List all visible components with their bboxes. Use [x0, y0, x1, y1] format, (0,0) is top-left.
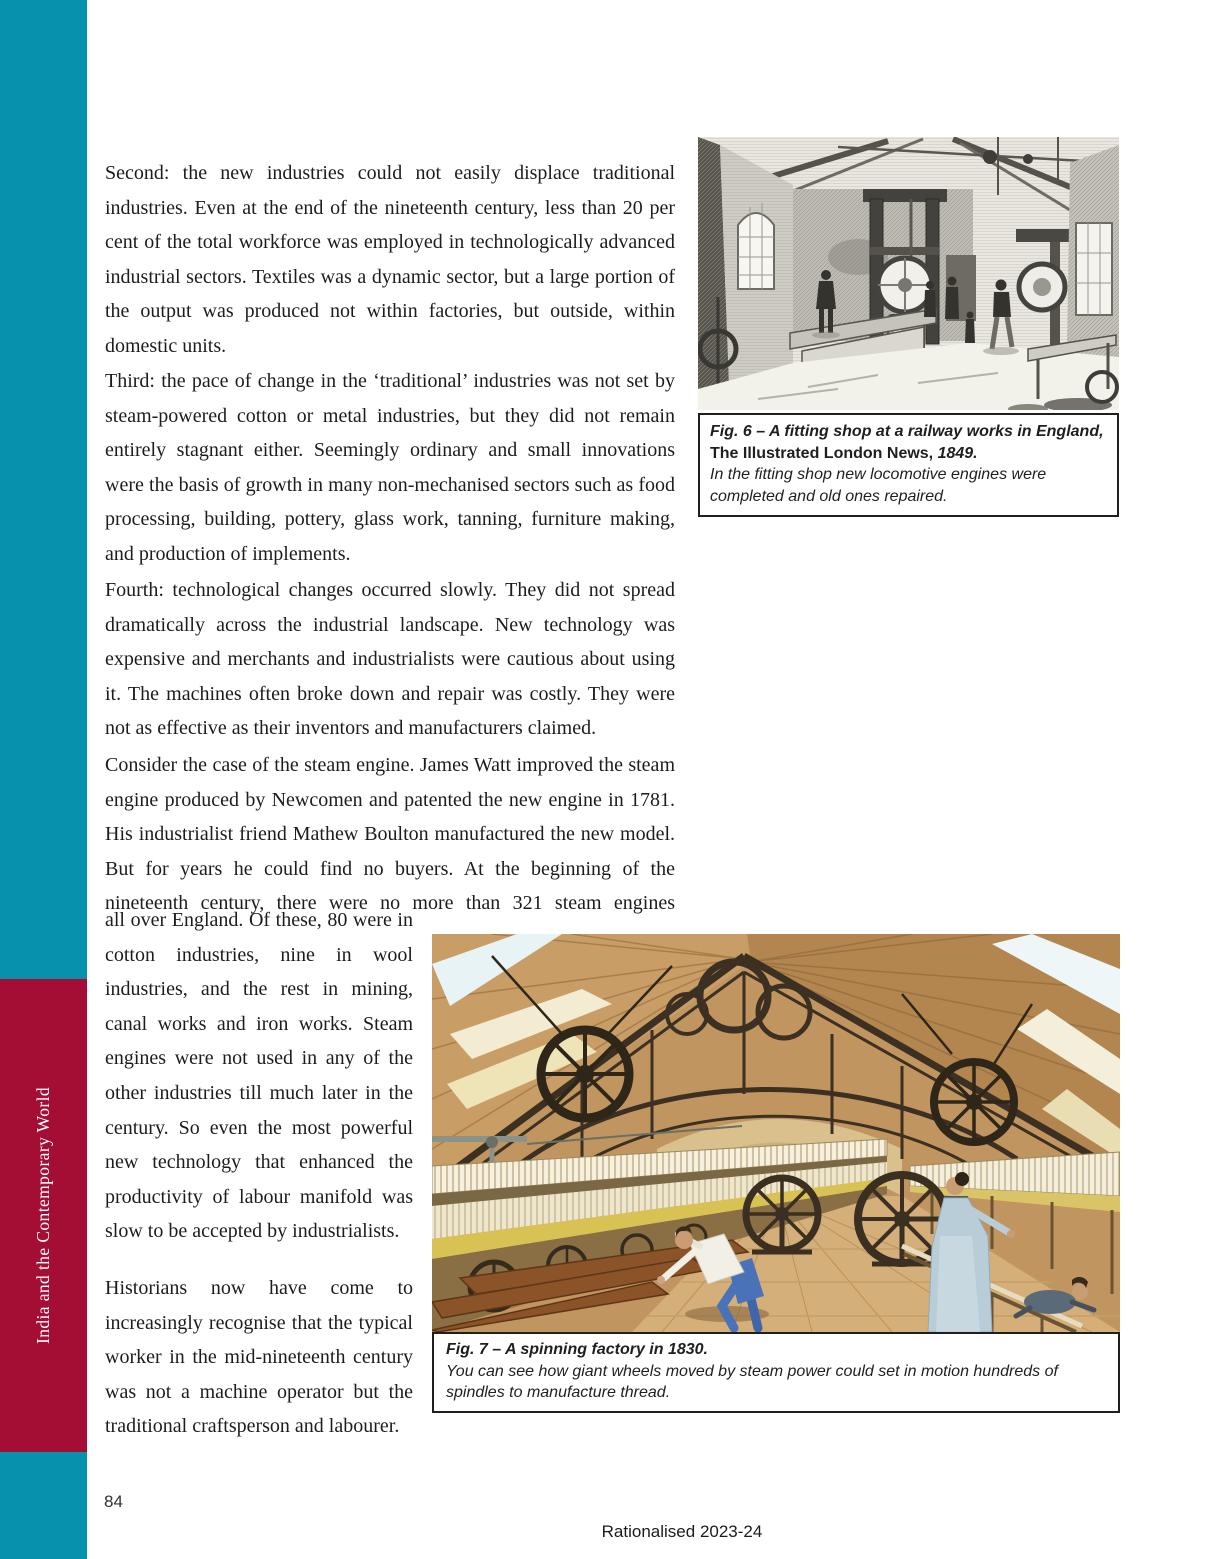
sidebar-book-title: India and the Contemporary World — [33, 1087, 54, 1344]
paragraph-third: Third: the pace of change in the ‘traditional’ industries was not set by steam-powered cotton or metal industries, but they did not remain entirely stagnant either. Seemingly ordinary and small innovations were the basis of growth in many non-mechanised sectors such as food processing, building, pottery, glass work, tanning, furniture making, and production of implements. — [105, 370, 675, 565]
paragraph-steam-engine-wide: Consider the case of the steam engine. James Watt improved the steam engine produced by Newcomen and patented the new engine in 1781. His industrialist friend Mathew Boulton manufactured the new model. But for years he could find no buyers. At the beginning of the nineteenth century, there were no more than 321 steam engines — [105, 754, 675, 915]
paragraph-steam-engine-narrow: all over England. Of these, 80 were in cotton industries, nine in wool industries, and the rest in mining, canal works and iron works. Steam engines were not used in any of the other industries till much later in the century. So even the most powerful new technology that enhanced the productivity of labour manifold was slow to be accepted by industrialists. — [105, 909, 413, 1243]
left-bar-teal-top — [0, 0, 87, 979]
left-bar-teal-bottom — [0, 1452, 87, 1559]
paragraph-second: Second: the new industries could not easily displace traditional industries. Even at the end of the nineteenth century, less than 20 per cent of the total workforce was employed in technologically advanced industrial sectors. Textiles was a dynamic sector, but a large portion of the output was produced not within factories, but outside, within domestic units. — [105, 162, 675, 357]
fig6-caption-source: The Illustrated London News, — [710, 444, 934, 462]
paragraph-historians: Historians now have come to increasingly recognise that the typical worker in the mid-nineteenth century was not a machine operator but the traditional craftsperson and labourer. — [105, 1277, 413, 1438]
left-bar-red — [0, 979, 87, 1452]
fig6-fitting-shop-image — [698, 137, 1119, 410]
page-number: 84 — [104, 1492, 123, 1511]
footer-rationalised-note: Rationalised 2023-24 — [601, 1522, 763, 1541]
fig6-caption-title: Fig. 6 – A fitting shop at a railway works in England, — [710, 423, 1104, 440]
fig7-spinning-factory-image — [432, 934, 1120, 1332]
fig6-caption — [698, 413, 1119, 517]
fig6-caption-year: 1849. — [933, 444, 978, 462]
fig7-caption-description: You can see how giant wheels moved by steam power could set in motion hundreds of spindles to manufacture thread. — [446, 1362, 1058, 1401]
paragraph-fourth: Fourth: technological changes occurred slowly. They did not spread dramatically across the industrial landscape. New technology was expensive and merchants and industrialists were cautious about using it. The machines often broke down and repair was costly. They were not as effective as their inventors and manufacturers claimed. — [105, 579, 675, 740]
fig7-caption — [432, 1332, 1120, 1413]
fig7-caption-title: Fig. 7 – A spinning factory in 1830. — [446, 1341, 708, 1358]
fig6-caption-description: In the fitting shop new locomotive engines were completed and old ones repaired. — [710, 466, 1047, 505]
